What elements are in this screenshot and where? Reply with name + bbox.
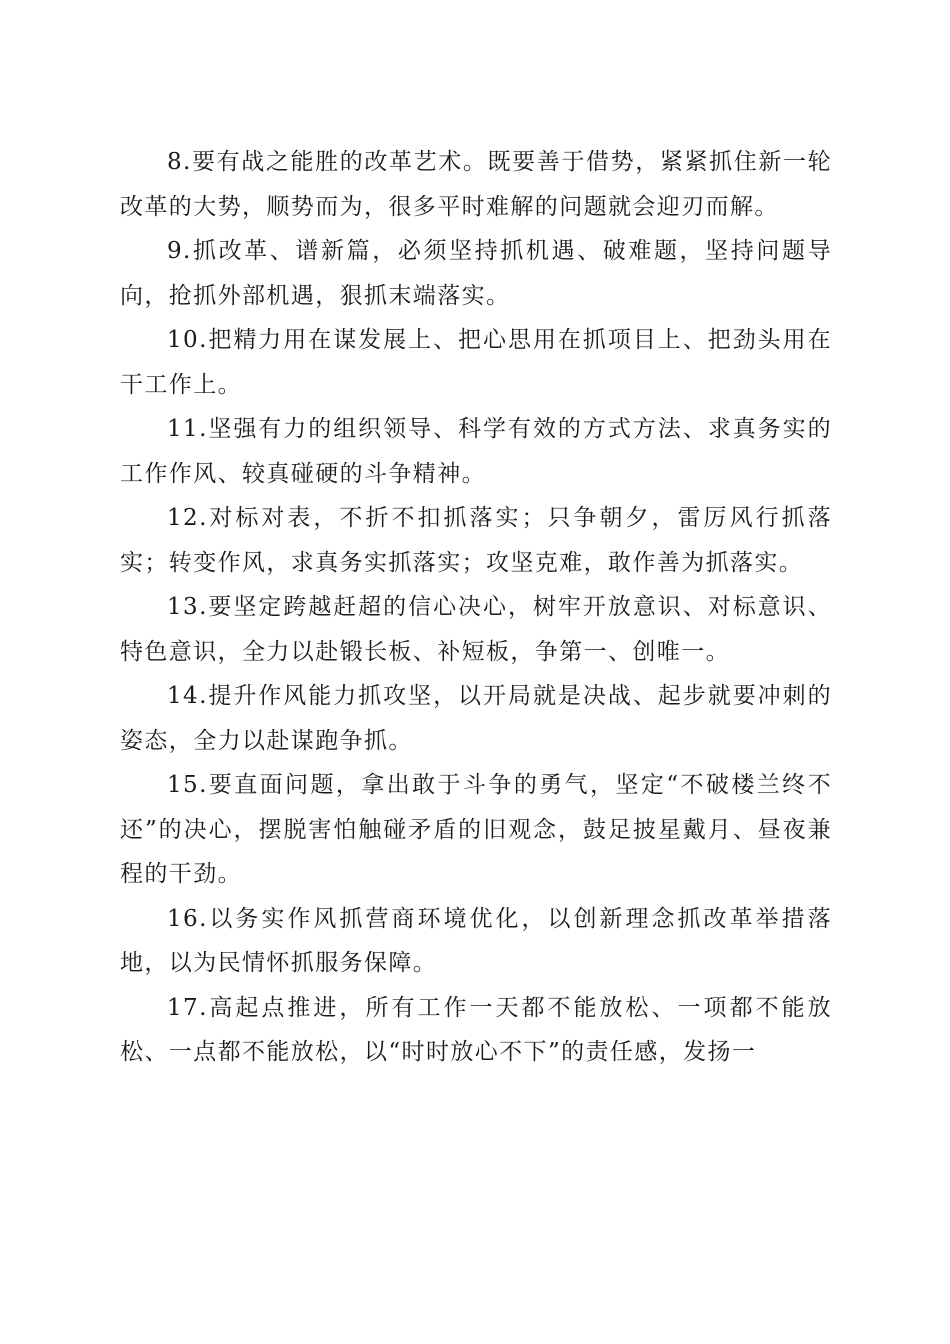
- paragraph-10: [120, 318, 832, 407]
- paragraph-number: 17.: [167, 994, 208, 1021]
- paragraph-number: 10.: [167, 327, 208, 353]
- paragraph-text: 对标对表，不折不扣抓落实；只争朝夕，雷厉风行抓落实；转变作风，求真务实抓落实；攻坚克难，敢作善为抓落实。: [120, 505, 832, 576]
- paragraph-number: 14.: [167, 683, 208, 709]
- paragraph-text: 坚强有力的组织领导、科学有效的方式方法、求真务实的工作作风、较真碰硬的斗争精神。: [120, 416, 832, 487]
- paragraph-number: 9.: [167, 238, 192, 264]
- paragraph-text: 要直面问题，拿出敢于斗争的勇气，坚定“不破楼兰终不还”的决心，摆脱害怕触碰矛盾的旧观念，鼓足披星戴月、昼夜兼程的干劲。: [120, 772, 832, 887]
- paragraph-number: 12.: [167, 505, 208, 531]
- paragraph-text: 以务实作风抓营商环境优化，以创新理念抓改革举措落地，以为民情怀抓服务保障。: [120, 905, 832, 976]
- paragraph-text: 抓改革、谱新篇，必须坚持抓机遇、破难题，坚持问题导向，抢抓外部机遇，狠抓末端落实。: [120, 238, 832, 309]
- paragraph-number: 8.: [167, 149, 192, 175]
- paragraph-11: [120, 407, 832, 496]
- paragraph-16: [120, 897, 832, 986]
- paragraph-number: 13.: [167, 594, 208, 620]
- paragraph-number: 11.: [167, 416, 208, 442]
- paragraph-12: [120, 496, 832, 585]
- paragraph-17: [120, 986, 832, 1075]
- paragraph-number: 15.: [167, 772, 208, 798]
- paragraph-text: 把精力用在谋发展上、把心思用在抓项目上、把劲头用在干工作上。: [120, 327, 832, 398]
- document-body: [120, 140, 832, 1075]
- paragraph-number: 16.: [167, 905, 208, 932]
- paragraph-text: 要坚定跨越赶超的信心决心，树牢开放意识、对标意识、特色意识，全力以赴锻长板、补短板，争第一、创唯一。: [120, 594, 832, 665]
- paragraph-text: 提升作风能力抓攻坚，以开局就是决战、起步就要冲刺的姿态，全力以赴谋跑争抓。: [120, 683, 832, 754]
- paragraph-text: 高起点推进，所有工作一天都不能放松、一项都不能放松、一点都不能放松，以“时时放心不下”的责任感，发扬一: [120, 994, 832, 1065]
- paragraph-9: [120, 229, 832, 318]
- paragraph-15: [120, 763, 832, 897]
- paragraph-text: 要有战之能胜的改革艺术。既要善于借势，紧紧抓住新一轮改革的大势，顺势而为，很多平时难解的问题就会迎刃而解。: [120, 149, 832, 220]
- paragraph-13: [120, 585, 832, 674]
- paragraph-8: [120, 140, 832, 229]
- paragraph-14: [120, 674, 832, 763]
